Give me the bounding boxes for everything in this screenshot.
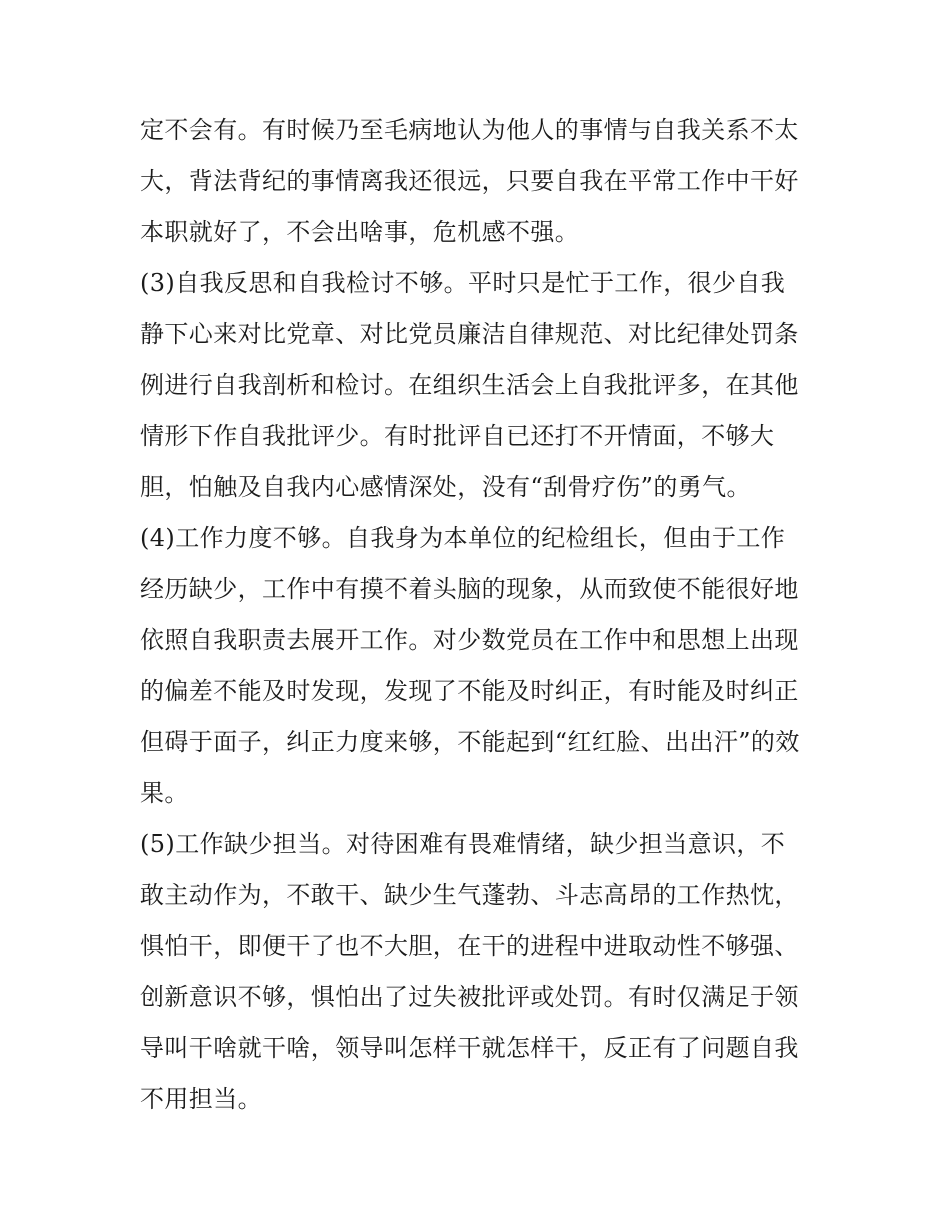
text-line: 惧怕干，即便干了也不大胆，在干的进程中进取动性不够强、: [140, 932, 799, 960]
text-line: 经历缺少，工作中有摸不着头脑的现象，从而致使不能很好地: [140, 575, 799, 603]
text-line: 的偏差不能及时发现，发现了不能及时纠正，有时能及时纠正: [140, 677, 799, 705]
text-line: (3)自我反思和自我检讨不够。平时只是忙于工作，很少自我: [140, 269, 786, 297]
text-line: 胆，怕触及自我内心感情深处，没有“刮骨疗伤”的勇气。: [140, 473, 751, 501]
text-line: 敢主动作为，不敢干、缺少生气蓬勃、斗志高昂的工作热忱，: [140, 881, 799, 909]
text-line: (4)工作力度不够。自我身为本单位的纪检组长，但由于工作: [140, 524, 786, 552]
text-line: 大，背法背纪的事情离我还很远，只要自我在平常工作中干好: [140, 167, 799, 195]
document-body: [140, 105, 820, 1125]
text-line: (5)工作缺少担当。对待困难有畏难情绪，缺少担当意识，不: [140, 830, 786, 858]
text-line: 但碍于面子，纠正力度来够，不能起到“红红脸、出出汗”的效: [140, 728, 800, 756]
text-line: 例进行自我剖析和检讨。在组织生活会上自我批评多，在其他: [140, 371, 799, 399]
text-line: 静下心来对比党章、对比党员廉洁自律规范、对比纪律处罚条: [140, 320, 799, 348]
text-line: 本职就好了，不会出啥事，危机感不强。: [140, 218, 580, 246]
text-line: 果。: [140, 779, 189, 807]
text-line: 导叫干啥就干啥，领导叫怎样干就怎样干，反正有了问题自我: [140, 1034, 799, 1062]
text-line: 定不会有。有时候乃至毛病地认为他人的事情与自我关系不太: [140, 116, 799, 144]
text-line: 创新意识不够，惧怕出了过失被批评或处罚。有时仅满足于领: [140, 983, 799, 1011]
text-line: 不用担当。: [140, 1085, 262, 1113]
text-line: 依照自我职责去展开工作。对少数党员在工作中和思想上出现: [140, 626, 799, 654]
text-line: 情形下作自我批评少。有时批评自已还打不开情面，不够大: [140, 422, 775, 450]
